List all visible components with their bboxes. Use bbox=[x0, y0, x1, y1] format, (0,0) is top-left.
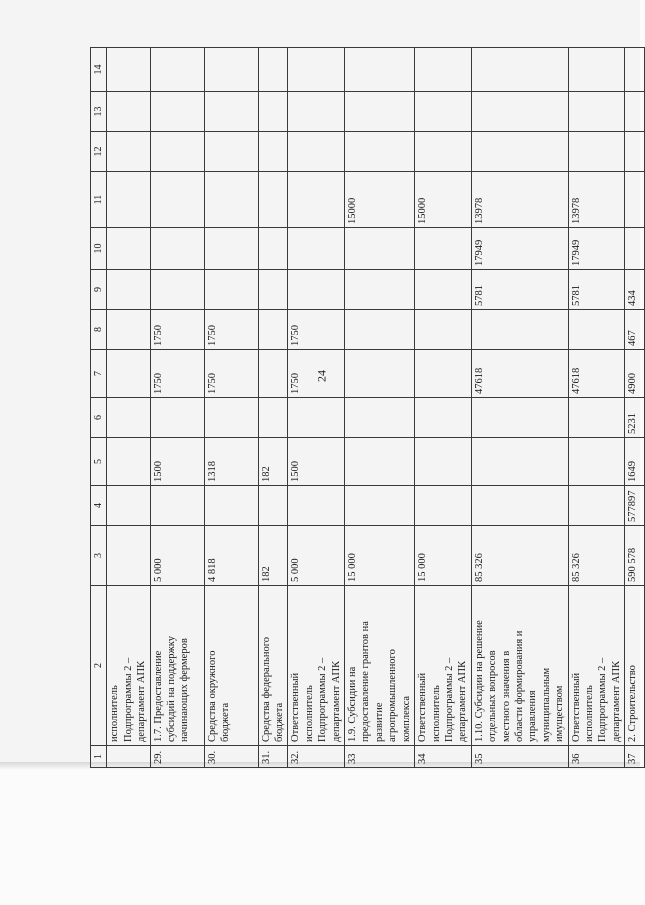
row-number-cell: 31. bbox=[258, 746, 288, 768]
value-cell bbox=[415, 486, 472, 526]
value-cell bbox=[150, 228, 204, 270]
row-number-cell: 36 bbox=[568, 746, 625, 768]
value-cell bbox=[471, 398, 568, 438]
column-header: 12 bbox=[91, 132, 107, 172]
value-cell: 4900 bbox=[625, 350, 645, 398]
row-number-cell: 30. bbox=[204, 746, 258, 768]
table-row bbox=[625, 48, 645, 768]
description-cell: исполнитель Подпрограммы 2 – департамент АПК bbox=[107, 586, 150, 746]
value-cell bbox=[345, 438, 415, 486]
value-cell bbox=[568, 48, 625, 92]
table-container bbox=[90, 48, 639, 768]
value-cell: 1750 bbox=[204, 350, 258, 398]
value-cell bbox=[345, 48, 415, 92]
value-cell bbox=[204, 92, 258, 132]
table-row bbox=[204, 48, 258, 768]
value-cell bbox=[568, 398, 625, 438]
value-cell bbox=[107, 172, 150, 228]
value-cell bbox=[471, 310, 568, 350]
value-cell bbox=[107, 228, 150, 270]
value-cell bbox=[258, 398, 288, 438]
value-cell: 434 bbox=[625, 270, 645, 310]
value-cell: 1750 bbox=[204, 310, 258, 350]
table-row bbox=[345, 48, 415, 768]
value-cell: 590 578 bbox=[625, 526, 645, 586]
row-number-cell: 34 bbox=[415, 746, 472, 768]
column-header: 1 bbox=[91, 746, 107, 768]
column-header: 5 bbox=[91, 438, 107, 486]
value-cell bbox=[471, 486, 568, 526]
value-cell: 85 326 bbox=[568, 526, 625, 586]
value-cell bbox=[415, 398, 472, 438]
value-cell bbox=[288, 228, 345, 270]
value-cell: 1500 bbox=[288, 438, 345, 486]
description-cell: 2. Строительство bbox=[625, 586, 645, 746]
value-cell bbox=[150, 132, 204, 172]
value-cell bbox=[258, 132, 288, 172]
value-cell: 5 000 bbox=[150, 526, 204, 586]
value-cell: 85 326 bbox=[471, 526, 568, 586]
value-cell bbox=[107, 132, 150, 172]
column-header: 4 bbox=[91, 486, 107, 526]
value-cell bbox=[568, 92, 625, 132]
value-cell: 15000 bbox=[345, 172, 415, 228]
value-cell bbox=[415, 438, 472, 486]
value-cell bbox=[471, 48, 568, 92]
value-cell bbox=[345, 310, 415, 350]
value-cell bbox=[345, 398, 415, 438]
value-cell bbox=[150, 172, 204, 228]
value-cell bbox=[107, 438, 150, 486]
value-cell bbox=[150, 398, 204, 438]
value-cell bbox=[471, 132, 568, 172]
value-cell bbox=[625, 228, 645, 270]
description-cell: Ответственный исполнитель Подпрограммы 2 – департамент АПК bbox=[568, 586, 625, 746]
value-cell bbox=[258, 310, 288, 350]
value-cell bbox=[345, 350, 415, 398]
value-cell bbox=[107, 92, 150, 132]
column-header: 7 bbox=[91, 350, 107, 398]
row-number-cell: 29. bbox=[150, 746, 204, 768]
value-cell bbox=[107, 526, 150, 586]
value-cell bbox=[258, 270, 288, 310]
value-cell bbox=[288, 398, 345, 438]
value-cell bbox=[568, 132, 625, 172]
value-cell bbox=[625, 92, 645, 132]
value-cell: 47618 bbox=[568, 350, 625, 398]
value-cell bbox=[625, 172, 645, 228]
value-cell bbox=[288, 486, 345, 526]
table-row bbox=[107, 48, 150, 768]
description-cell: Средства федерального бюджета bbox=[258, 586, 288, 746]
value-cell bbox=[107, 48, 150, 92]
description-cell: Ответственный исполнитель Подпрограммы 2 – департамент АПК bbox=[415, 586, 472, 746]
value-cell bbox=[258, 228, 288, 270]
value-cell bbox=[345, 228, 415, 270]
value-cell: 5 000 bbox=[288, 526, 345, 586]
table-row bbox=[150, 48, 204, 768]
table-row bbox=[568, 48, 625, 768]
value-cell: 1750 bbox=[150, 350, 204, 398]
value-cell bbox=[107, 398, 150, 438]
value-cell: 15 000 bbox=[345, 526, 415, 586]
value-cell: 1750 bbox=[288, 350, 345, 398]
description-cell: Средства окружного бюджета bbox=[204, 586, 258, 746]
column-header: 9 bbox=[91, 270, 107, 310]
value-cell bbox=[258, 92, 288, 132]
value-cell bbox=[107, 310, 150, 350]
column-header: 3 bbox=[91, 526, 107, 586]
table-row bbox=[471, 48, 568, 768]
value-cell: 17949 bbox=[568, 228, 625, 270]
row-number-cell bbox=[107, 746, 150, 768]
value-cell: 5231 bbox=[625, 398, 645, 438]
column-header: 6 bbox=[91, 398, 107, 438]
value-cell bbox=[107, 270, 150, 310]
table-row bbox=[415, 48, 472, 768]
value-cell bbox=[471, 92, 568, 132]
value-cell bbox=[204, 172, 258, 228]
value-cell bbox=[568, 438, 625, 486]
value-cell bbox=[625, 48, 645, 92]
value-cell bbox=[204, 270, 258, 310]
value-cell bbox=[625, 132, 645, 172]
value-cell bbox=[258, 48, 288, 92]
value-cell: 182 bbox=[258, 526, 288, 586]
value-cell: 467 bbox=[625, 310, 645, 350]
value-cell: 5781 bbox=[471, 270, 568, 310]
value-cell bbox=[150, 486, 204, 526]
table-row bbox=[288, 48, 345, 768]
value-cell: 182 bbox=[258, 438, 288, 486]
value-cell bbox=[568, 486, 625, 526]
header-row bbox=[91, 48, 107, 768]
column-header: 14 bbox=[91, 48, 107, 92]
row-number-cell: 32. bbox=[288, 746, 345, 768]
value-cell bbox=[415, 92, 472, 132]
row-number-cell: 33 bbox=[345, 746, 415, 768]
value-cell bbox=[288, 132, 345, 172]
value-cell: 17949 bbox=[471, 228, 568, 270]
value-cell bbox=[204, 132, 258, 172]
value-cell bbox=[204, 228, 258, 270]
value-cell bbox=[204, 48, 258, 92]
value-cell: 1750 bbox=[288, 310, 345, 350]
value-cell: 5781 bbox=[568, 270, 625, 310]
table-row bbox=[258, 48, 288, 768]
value-cell bbox=[150, 270, 204, 310]
value-cell bbox=[288, 48, 345, 92]
description-cell: 1.9. Субсидии на предоставление грантов на развитие агропромышленного комплекса bbox=[345, 586, 415, 746]
value-cell bbox=[258, 350, 288, 398]
column-header: 2 bbox=[91, 586, 107, 746]
budget-table bbox=[90, 47, 645, 768]
value-cell bbox=[415, 270, 472, 310]
column-header: 10 bbox=[91, 228, 107, 270]
column-header: 13 bbox=[91, 92, 107, 132]
row-number-cell: 37 bbox=[625, 746, 645, 768]
value-cell: 15000 bbox=[415, 172, 472, 228]
value-cell bbox=[415, 310, 472, 350]
value-cell: 577897 bbox=[625, 486, 645, 526]
value-cell: 1318 bbox=[204, 438, 258, 486]
value-cell bbox=[288, 270, 345, 310]
value-cell bbox=[345, 92, 415, 132]
value-cell bbox=[415, 132, 472, 172]
column-header: 8 bbox=[91, 310, 107, 350]
value-cell bbox=[345, 486, 415, 526]
value-cell bbox=[150, 92, 204, 132]
value-cell bbox=[415, 228, 472, 270]
value-cell bbox=[568, 310, 625, 350]
value-cell bbox=[107, 486, 150, 526]
value-cell: 4 818 bbox=[204, 526, 258, 586]
column-header: 11 bbox=[91, 172, 107, 228]
value-cell bbox=[471, 438, 568, 486]
value-cell bbox=[345, 132, 415, 172]
value-cell bbox=[415, 350, 472, 398]
description-cell: 1.10. Субсидии на решение отдельных вопросов местного значения в области формирования и управления муниципальным имуществом bbox=[471, 586, 568, 746]
value-cell: 1750 bbox=[150, 310, 204, 350]
value-cell: 15 000 bbox=[415, 526, 472, 586]
value-cell bbox=[258, 172, 288, 228]
value-cell bbox=[288, 172, 345, 228]
page-number: 24 bbox=[314, 370, 329, 382]
value-cell: 1649 bbox=[625, 438, 645, 486]
value-cell bbox=[258, 486, 288, 526]
value-cell: 1500 bbox=[150, 438, 204, 486]
value-cell bbox=[345, 270, 415, 310]
description-cell: 1.7. Предоставление субсидий на поддержку начинающих фермеров bbox=[150, 586, 204, 746]
value-cell bbox=[415, 48, 472, 92]
value-cell: 13978 bbox=[568, 172, 625, 228]
value-cell bbox=[204, 486, 258, 526]
description-cell: Ответственный исполнитель Подпрограммы 2 – департамент АПК bbox=[288, 586, 345, 746]
value-cell: 13978 bbox=[471, 172, 568, 228]
row-number-cell: 35 bbox=[471, 746, 568, 768]
value-cell bbox=[107, 350, 150, 398]
value-cell: 47618 bbox=[471, 350, 568, 398]
value-cell bbox=[150, 48, 204, 92]
value-cell bbox=[288, 92, 345, 132]
value-cell bbox=[204, 398, 258, 438]
